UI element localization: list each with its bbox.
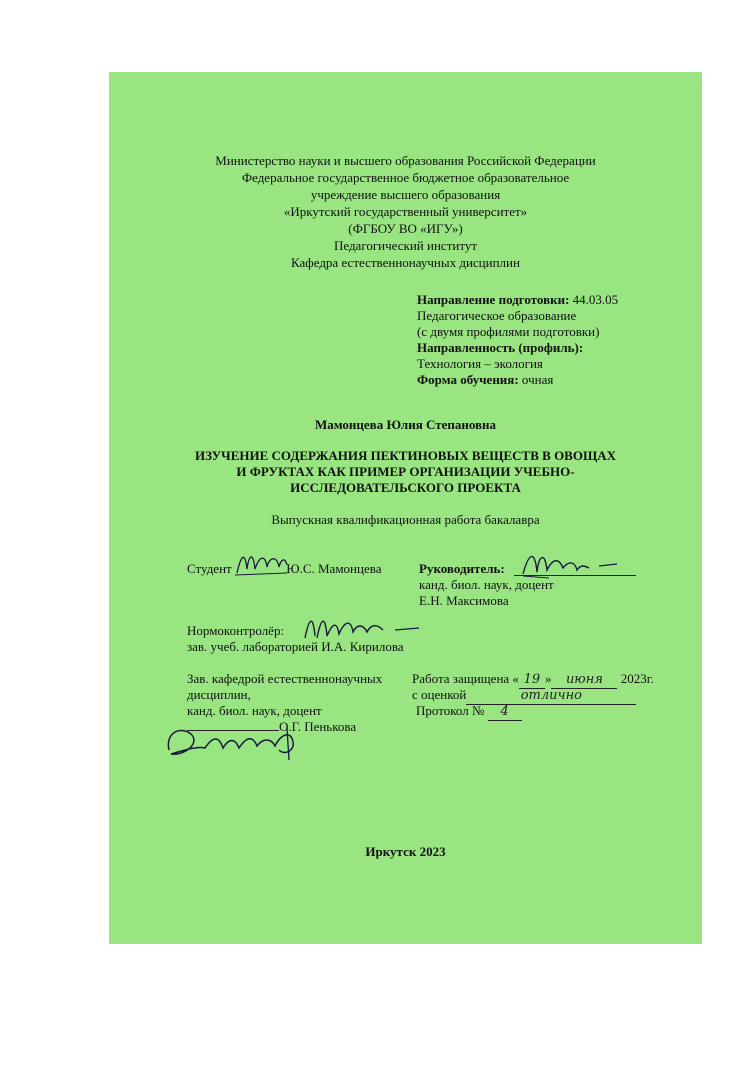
protocol-label: Протокол № xyxy=(416,703,485,718)
defense-month: июня xyxy=(551,672,617,689)
supervisor-signature-icon xyxy=(519,546,639,580)
thesis-title xyxy=(109,448,702,496)
city-year: Иркутск 2023 xyxy=(365,844,446,859)
header-line: Министерство науки и высшего образования Российской Федерации xyxy=(215,153,596,168)
header-line: Федеральное государственное бюджетное образовательное xyxy=(241,170,570,185)
title-line: И ФРУКТАХ КАК ПРИМЕР ОРГАНИЗАЦИИ УЧЕБНО- xyxy=(236,464,575,479)
header-line: «Иркутский государственный университет» xyxy=(283,204,528,219)
supervisor-degree: канд. биол. наук, доцент xyxy=(419,577,554,592)
defense-mid: » xyxy=(544,671,552,686)
title-line: ИССЛЕДОВАТЕЛЬСКОГО ПРОЕКТА xyxy=(290,480,521,495)
header-line: Педагогический институт xyxy=(333,238,478,253)
form-value: очная xyxy=(521,372,554,387)
head-name: О.Г. Пенькова xyxy=(279,719,357,734)
header-line: учреждение высшего образования xyxy=(310,187,501,202)
title-page xyxy=(109,72,702,944)
head-line2: дисциплин, xyxy=(187,687,251,702)
defense-prefix: Работа защищена « xyxy=(412,671,519,686)
author-name: Мамонцева Юлия Степановна xyxy=(314,417,497,432)
student-signature-icon xyxy=(233,547,289,579)
student-name: Ю.С. Мамонцева xyxy=(286,561,382,576)
title-line: ИЗУЧЕНИЕ СОДЕРЖАНИЯ ПЕКТИНОВЫХ ВЕЩЕСТВ В ОВОЩАХ xyxy=(194,448,617,463)
head-signature-icon xyxy=(161,720,311,766)
normcontrol-label: Нормоконтролёр: xyxy=(187,623,285,638)
profile-value: Технология – экология xyxy=(417,356,543,371)
defense-block xyxy=(412,671,654,719)
direction-profiles: (с двумя профилями подготовки) xyxy=(417,324,600,339)
protocol-value: 4 xyxy=(488,704,522,721)
direction-label: Направление подготовки: xyxy=(417,292,570,307)
header-line: Кафедра естественнонаучных дисциплин xyxy=(291,255,520,270)
head-line3: канд. биол. наук, доцент xyxy=(187,703,322,718)
supervisor-name: Е.Н. Максимова xyxy=(419,593,509,608)
direction-block xyxy=(417,292,618,388)
head-line1: Зав. кафедрой естественнонаучных xyxy=(187,671,383,686)
direction-code: 44.03.05 xyxy=(572,292,619,307)
supervisor-label: Руководитель: xyxy=(419,561,505,576)
normcontrol-signature-icon xyxy=(299,608,427,644)
form-label: Форма обучения: xyxy=(417,372,519,387)
defense-year: 2023г. xyxy=(620,671,654,686)
header-line: (ФГБОУ ВО «ИГУ») xyxy=(348,221,463,236)
institution-header xyxy=(109,152,702,271)
defense-day: 19 xyxy=(519,672,545,689)
grade-value: отлично xyxy=(466,688,636,705)
work-type: Выпускная квалификационная работа бакалавра xyxy=(271,512,540,527)
grade-label: с оценкой xyxy=(412,687,467,702)
student-label: Студент xyxy=(187,561,232,576)
normcontrol-position: зав. учеб. лабораторией И.А. Кирилова xyxy=(187,639,404,654)
direction-name: Педагогическое образование xyxy=(417,308,577,323)
profile-label: Направленность (профиль): xyxy=(417,340,584,355)
